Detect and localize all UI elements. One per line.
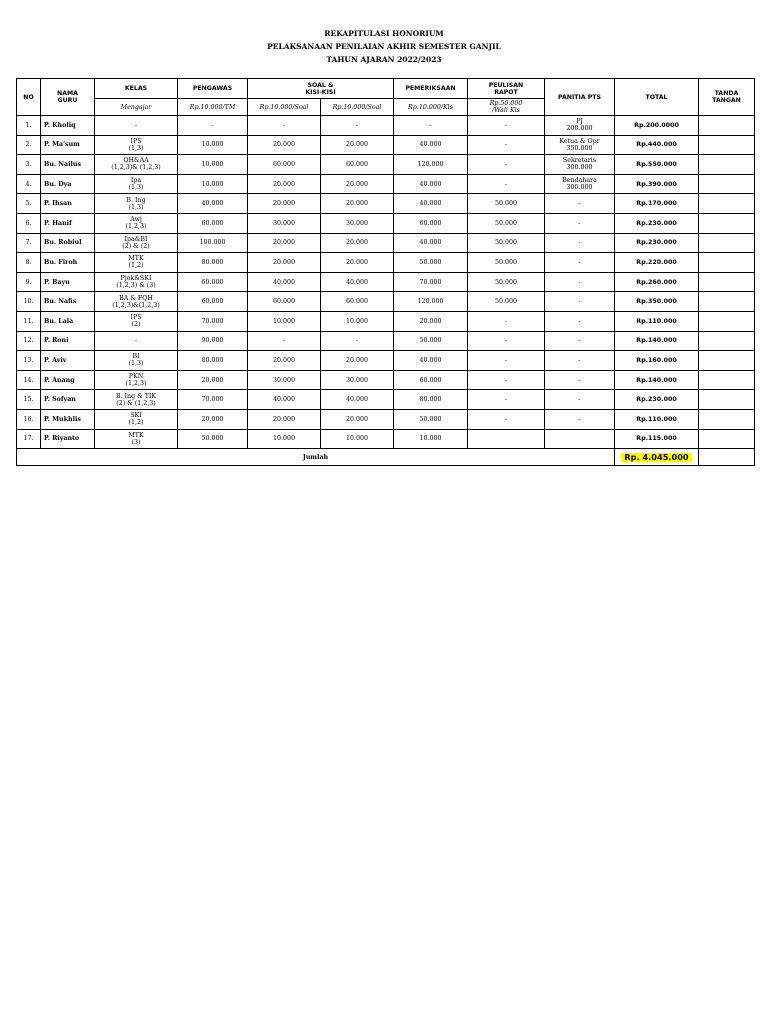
row-total: Rp.550.000	[615, 155, 699, 175]
row-total: Rp.230.000	[615, 213, 699, 233]
row-tanda-tangan	[699, 331, 755, 351]
row-kisi-kisi: 20.000	[321, 351, 394, 371]
row-kisi-kisi: 10.000	[321, 429, 394, 449]
row-penulisan-rapot: 50.000	[468, 213, 545, 233]
row-pemeriksaan: 40.000	[394, 233, 468, 253]
row-penulisan-rapot: 50.000	[468, 292, 545, 312]
row-penulisan-rapot: -	[468, 409, 545, 429]
table-row	[17, 213, 755, 233]
row-kelas: BA & FQH (1,2,3)&(1,2,3)	[95, 292, 178, 312]
header-row-main	[17, 79, 755, 99]
row-soal: -	[248, 331, 321, 351]
table-row	[17, 390, 755, 410]
row-soal: 30.000	[248, 370, 321, 390]
row-kisi-kisi: 20.000	[321, 135, 394, 155]
row-kisi-kisi: 10.000	[321, 311, 394, 331]
row-soal: 20.000	[248, 351, 321, 371]
sum-row	[17, 449, 755, 466]
row-kelas: -	[95, 331, 178, 351]
row-kelas: IPS (2)	[95, 311, 178, 331]
row-penulisan-rapot: -	[468, 155, 545, 175]
row-penulisan-rapot	[468, 429, 545, 449]
row-nama-guru: Bu. Lala	[41, 311, 95, 331]
row-soal: 10.000	[248, 429, 321, 449]
row-kisi-kisi: 20.000	[321, 174, 394, 194]
row-soal: 20.000	[248, 253, 321, 273]
rate-pemeriksaan: Rp.10.000/Kls	[394, 99, 468, 116]
row-kisi-kisi: 20.000	[321, 233, 394, 253]
rate-kelas: Mengajar	[95, 99, 178, 116]
row-pemeriksaan: 20.000	[394, 311, 468, 331]
honorarium-table	[16, 78, 755, 466]
row-pengawas: 80.000	[178, 253, 248, 273]
row-pengawas: 60.000	[178, 272, 248, 292]
row-pengawas: -	[178, 116, 248, 136]
row-kelas: B. Ing (1,3)	[95, 194, 178, 214]
row-penulisan-rapot: -	[468, 174, 545, 194]
row-pengawas: 100.000	[178, 233, 248, 253]
row-nama-guru: Bu. Robiul	[41, 233, 95, 253]
row-pengawas: 60.000	[178, 292, 248, 312]
table-row	[17, 194, 755, 214]
row-nama-guru: P. Bayu	[41, 272, 95, 292]
report-title-line-2: PELAKSANAAN PENILAIAN AKHIR SEMESTER GANJIL	[267, 42, 501, 51]
row-total: Rp.140.000	[615, 331, 699, 351]
row-total: Rp.230.000	[615, 390, 699, 410]
row-kelas: -	[95, 116, 178, 136]
table-row	[17, 331, 755, 351]
row-tanda-tangan	[699, 292, 755, 312]
row-pengawas: 90.000	[178, 331, 248, 351]
col-header-rapot: PEULISAN RAPOT	[468, 79, 545, 99]
row-soal: 30.000	[248, 213, 321, 233]
row-total: Rp.220.000	[615, 253, 699, 273]
row-nama-guru: Bu. Nailus	[41, 155, 95, 175]
row-total: Rp.160.000	[615, 351, 699, 371]
row-kelas: BI (1,3)	[95, 351, 178, 371]
row-no: 9.	[17, 272, 41, 292]
row-pemeriksaan: 50.000	[394, 253, 468, 273]
table-row	[17, 174, 755, 194]
row-kelas: MTK (3)	[95, 429, 178, 449]
row-pemeriksaan: 40.000	[394, 174, 468, 194]
col-header-kelas: KELAS	[95, 79, 178, 99]
row-nama-guru: P. Ihsan	[41, 194, 95, 214]
row-penulisan-rapot: -	[468, 135, 545, 155]
col-header-tanda-tangan: TANDA TANGAN	[699, 79, 755, 116]
col-header-panitia: PANITIA PTS	[545, 79, 615, 116]
row-panitia-pts: -	[545, 233, 615, 253]
row-no: 4.	[17, 174, 41, 194]
col-header-no: NO	[17, 79, 41, 116]
jumlah-label: Jumlah	[17, 449, 615, 466]
row-no: 13.	[17, 351, 41, 371]
row-no: 14.	[17, 370, 41, 390]
row-nama-guru: P. Aviv	[41, 351, 95, 371]
table-row	[17, 135, 755, 155]
row-no: 11.	[17, 311, 41, 331]
table-row	[17, 272, 755, 292]
rate-kisi: Rp.10.000/Soal	[321, 99, 394, 116]
row-penulisan-rapot: 50.000	[468, 233, 545, 253]
row-total: Rp.440.000	[615, 135, 699, 155]
row-panitia-pts: -	[545, 370, 615, 390]
col-header-pengawas: PENGAWAS	[178, 79, 248, 99]
row-pengawas: 10.000	[178, 135, 248, 155]
row-penulisan-rapot: -	[468, 331, 545, 351]
row-total: Rp.110.000	[615, 409, 699, 429]
row-no: 6.	[17, 213, 41, 233]
row-panitia-pts: Sekretaris 300.000	[545, 155, 615, 175]
row-panitia-pts: -	[545, 213, 615, 233]
row-panitia-pts: -	[545, 272, 615, 292]
row-kelas: PKN (1,2,3)	[95, 370, 178, 390]
row-no: 5.	[17, 194, 41, 214]
row-pemeriksaan: 50.000	[394, 409, 468, 429]
row-pemeriksaan: 120.000	[394, 292, 468, 312]
row-penulisan-rapot: -	[468, 116, 545, 136]
row-pemeriksaan: 80.000	[394, 390, 468, 410]
row-pemeriksaan: 10.000	[394, 429, 468, 449]
grand-total-signature-cell	[699, 449, 755, 466]
row-no: 3.	[17, 155, 41, 175]
table-row	[17, 311, 755, 331]
row-total: Rp.140.000	[615, 370, 699, 390]
row-nama-guru: P. Roni	[41, 331, 95, 351]
row-kisi-kisi: 20.000	[321, 253, 394, 273]
row-no: 17.	[17, 429, 41, 449]
row-panitia-pts: -	[545, 292, 615, 312]
row-soal: 60.000	[248, 292, 321, 312]
row-penulisan-rapot: -	[468, 351, 545, 371]
row-pengawas: 50.000	[178, 429, 248, 449]
row-pemeriksaan: 120.000	[394, 155, 468, 175]
row-total: Rp.230.000	[615, 233, 699, 253]
row-tanda-tangan	[699, 194, 755, 214]
row-panitia-pts: -	[545, 311, 615, 331]
row-tanda-tangan	[699, 174, 755, 194]
row-nama-guru: P. Ma'sum	[41, 135, 95, 155]
row-pemeriksaan: 60.000	[394, 370, 468, 390]
row-panitia-pts: -	[545, 331, 615, 351]
rate-soal: Rp.10.000/Soal	[248, 99, 321, 116]
table-row	[17, 253, 755, 273]
row-no: 7.	[17, 233, 41, 253]
row-tanda-tangan	[699, 390, 755, 410]
row-pengawas: 70.000	[178, 390, 248, 410]
row-panitia-pts: PJ 200.000	[545, 116, 615, 136]
row-soal: -	[248, 116, 321, 136]
row-no: 8.	[17, 253, 41, 273]
row-kelas: Pjok&SKI (1,2,3) & (3)	[95, 272, 178, 292]
row-no: 12.	[17, 331, 41, 351]
row-pemeriksaan: 40.000	[394, 135, 468, 155]
row-soal: 10.000	[248, 311, 321, 331]
col-header-soal: SOAL & KISI-KISI	[248, 79, 394, 99]
row-kelas: Ipa&BI (2) & (2)	[95, 233, 178, 253]
row-no: 16.	[17, 409, 41, 429]
row-kelas: QH&AA (1,2,3)& (1,2,3)	[95, 155, 178, 175]
grand-total: Rp. 4.045.000	[621, 453, 691, 462]
row-tanda-tangan	[699, 253, 755, 273]
row-panitia-pts: Bendahara 300.000	[545, 174, 615, 194]
row-kisi-kisi: 60.000	[321, 155, 394, 175]
row-penulisan-rapot: 50.000	[468, 272, 545, 292]
row-kelas: MTK (1,2)	[95, 253, 178, 273]
col-header-total: TOTAL	[615, 79, 699, 116]
row-pengawas: 10.000	[178, 155, 248, 175]
row-tanda-tangan	[699, 272, 755, 292]
row-kisi-kisi: -	[321, 116, 394, 136]
row-nama-guru: P. Mukhlis	[41, 409, 95, 429]
table-body	[17, 116, 755, 449]
row-tanda-tangan	[699, 155, 755, 175]
row-no: 10.	[17, 292, 41, 312]
row-tanda-tangan	[699, 116, 755, 136]
row-kisi-kisi: 40.000	[321, 390, 394, 410]
row-soal: 20.000	[248, 233, 321, 253]
row-kelas: B. Ing & TIK (2) & (1,2,3)	[95, 390, 178, 410]
row-pemeriksaan: -	[394, 116, 468, 136]
table-row	[17, 409, 755, 429]
row-kisi-kisi: 30.000	[321, 213, 394, 233]
row-total: Rp.200.0000	[615, 116, 699, 136]
row-soal: 20.000	[248, 174, 321, 194]
row-pemeriksaan: 70.000	[394, 272, 468, 292]
row-nama-guru: P. Riyanto	[41, 429, 95, 449]
row-pengawas: 20.000	[178, 409, 248, 429]
table-row	[17, 155, 755, 175]
row-nama-guru: P. Kholiq	[41, 116, 95, 136]
row-panitia-pts: -	[545, 390, 615, 410]
row-pengawas: 70.000	[178, 311, 248, 331]
rate-rapot: Rp.50.000 /Wali Kls	[468, 99, 545, 116]
row-soal: 40.000	[248, 390, 321, 410]
row-kisi-kisi: 20.000	[321, 194, 394, 214]
table-row	[17, 292, 755, 312]
row-nama-guru: P. Sofyan	[41, 390, 95, 410]
row-nama-guru: Bu. Dya	[41, 174, 95, 194]
table-row	[17, 370, 755, 390]
row-soal: 20.000	[248, 409, 321, 429]
row-tanda-tangan	[699, 370, 755, 390]
col-header-pemeriksaan: PEMERIKSAAN	[394, 79, 468, 99]
row-pemeriksaan: 40.000	[394, 194, 468, 214]
row-penulisan-rapot: -	[468, 311, 545, 331]
table-row	[17, 233, 755, 253]
row-kisi-kisi: 30.000	[321, 370, 394, 390]
row-kelas: SKI (1,2)	[95, 409, 178, 429]
row-panitia-pts: -	[545, 194, 615, 214]
row-kisi-kisi: 60.000	[321, 292, 394, 312]
row-pemeriksaan: 50.000	[394, 331, 468, 351]
row-no: 2.	[17, 135, 41, 155]
row-pemeriksaan: 40.000	[394, 351, 468, 371]
row-total: Rp.390.000	[615, 174, 699, 194]
row-tanda-tangan	[699, 351, 755, 371]
row-pengawas: 40.000	[178, 194, 248, 214]
row-total: Rp.350.000	[615, 292, 699, 312]
row-tanda-tangan	[699, 429, 755, 449]
table-row	[17, 429, 755, 449]
row-soal: 40.000	[248, 272, 321, 292]
row-soal: 20.000	[248, 194, 321, 214]
row-pemeriksaan: 60.000	[394, 213, 468, 233]
row-total: Rp.115.000	[615, 429, 699, 449]
table-row	[17, 351, 755, 371]
report-title-line-3: TAHUN AJARAN 2022/2023	[326, 55, 442, 64]
table-row	[17, 116, 755, 136]
row-kelas: Awj (1,2,3)	[95, 213, 178, 233]
row-kelas: IPS (1,3)	[95, 135, 178, 155]
row-kisi-kisi: -	[321, 331, 394, 351]
row-pengawas: 10.000	[178, 174, 248, 194]
row-tanda-tangan	[699, 311, 755, 331]
row-pengawas: 80.000	[178, 351, 248, 371]
row-nama-guru: P. Anang	[41, 370, 95, 390]
row-no: 1.	[17, 116, 41, 136]
row-no: 15.	[17, 390, 41, 410]
row-kisi-kisi: 20.000	[321, 409, 394, 429]
row-total: Rp.170.000	[615, 194, 699, 214]
row-tanda-tangan	[699, 213, 755, 233]
row-penulisan-rapot: -	[468, 390, 545, 410]
row-tanda-tangan	[699, 409, 755, 429]
row-nama-guru: P. Hanif	[41, 213, 95, 233]
row-tanda-tangan	[699, 233, 755, 253]
row-soal: 60.000	[248, 155, 321, 175]
row-nama-guru: Bu. Nafis	[41, 292, 95, 312]
row-total: Rp.110.000	[615, 311, 699, 331]
row-panitia-pts: Ketua & Opr 350.000	[545, 135, 615, 155]
row-penulisan-rapot: 50.000	[468, 194, 545, 214]
col-header-nama: NAMA GURU	[41, 79, 95, 116]
row-panitia-pts: -	[545, 253, 615, 273]
row-panitia-pts: -	[545, 409, 615, 429]
row-nama-guru: Bu. Firoh	[41, 253, 95, 273]
report-title-line-1: REKAPITULASI HONORIUM	[324, 29, 444, 38]
row-kisi-kisi: 40.000	[321, 272, 394, 292]
row-panitia-pts: -	[545, 351, 615, 371]
row-soal: 20.000	[248, 135, 321, 155]
row-pengawas: 60.000	[178, 213, 248, 233]
row-panitia-pts	[545, 429, 615, 449]
row-kelas: Ipa (1,3)	[95, 174, 178, 194]
row-penulisan-rapot: -	[468, 370, 545, 390]
grand-total-cell	[615, 449, 699, 466]
rate-pengawas: Rp.10.000/TM	[178, 99, 248, 116]
row-total: Rp.260.000	[615, 272, 699, 292]
row-penulisan-rapot: 50.000	[468, 253, 545, 273]
row-pengawas: 20.000	[178, 370, 248, 390]
row-tanda-tangan	[699, 135, 755, 155]
